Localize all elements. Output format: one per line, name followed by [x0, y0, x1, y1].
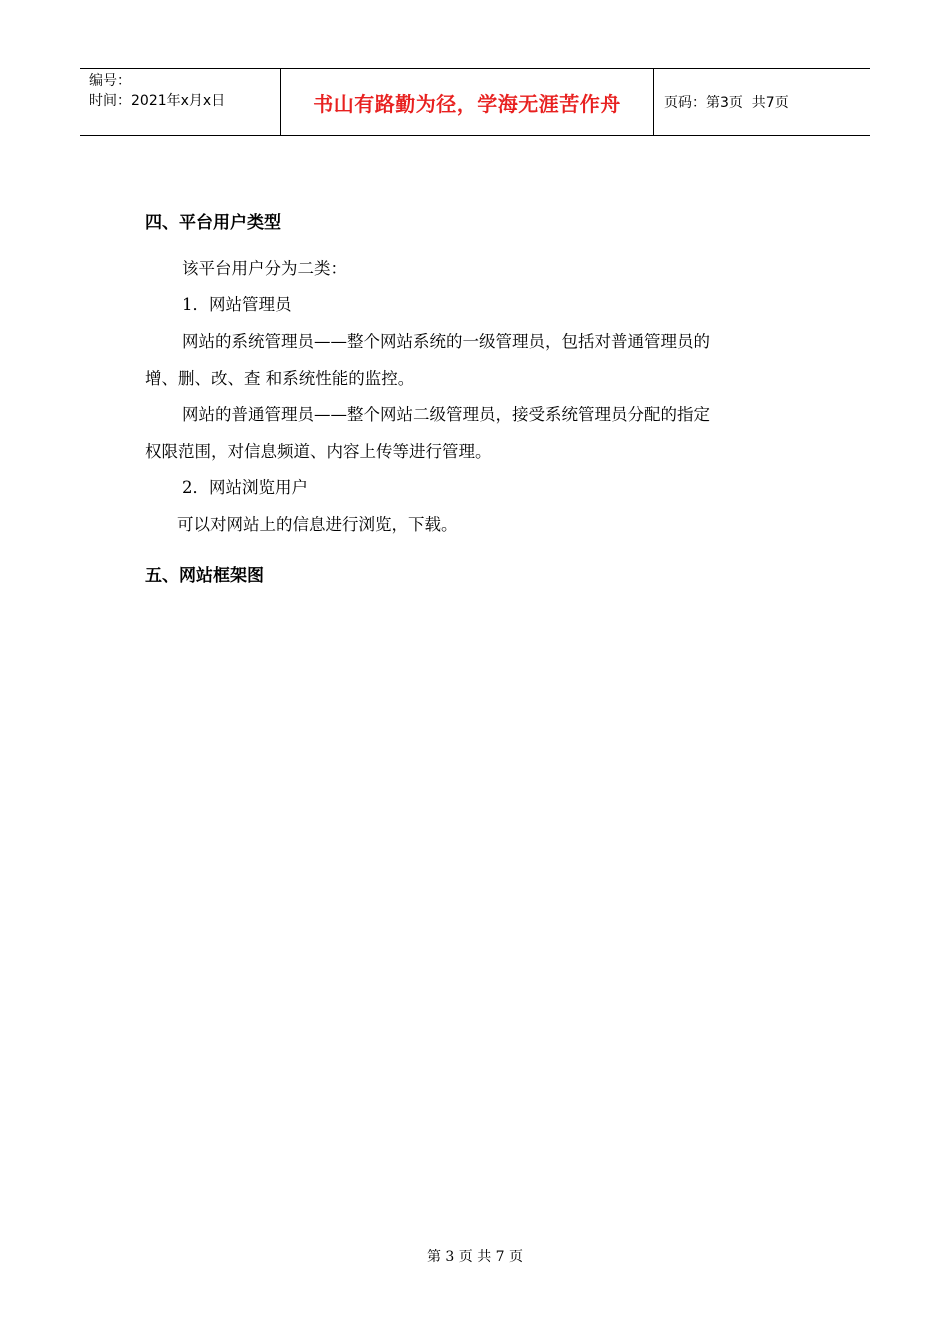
item-2-title: 2．网站浏览用户	[182, 478, 308, 497]
header-page-cell	[654, 69, 870, 135]
document-header	[80, 68, 870, 136]
header-meta-cell	[80, 69, 281, 135]
section-5-title: 五、网站框架图	[145, 566, 264, 586]
header-motto-cell	[281, 69, 654, 135]
item-1-title: 1．网站管理员	[182, 295, 292, 314]
page-info: 页码：第3页 共7页	[664, 95, 789, 111]
number-label: 编号：	[89, 73, 131, 89]
item-1-paragraph-1-line-1: 网站的系统管理员——整个网站系统的一级管理员，包括对普通管理员的	[182, 332, 710, 351]
item-1-paragraph-1-line-2: 增、删、改、查 和系统性能的监控。	[145, 369, 415, 388]
item-2-description: 可以对网站上的信息进行浏览，下载。	[177, 515, 458, 534]
section-4-title: 四、平台用户类型	[145, 213, 281, 233]
date-label: 时间：2021年x月x日	[89, 93, 226, 109]
item-1-paragraph-2-line-1: 网站的普通管理员——整个网站二级管理员，接受系统管理员分配的指定	[182, 405, 710, 424]
section-4-intro: 该平台用户分为二类：	[182, 259, 347, 278]
page-footer: 第 3 页 共 7 页	[426, 1249, 524, 1265]
motto-text: 书山有路勤为径，学海无涯苦作舟	[313, 91, 621, 116]
item-1-paragraph-2-line-2: 权限范围，对信息频道、内容上传等进行管理。	[145, 442, 492, 461]
